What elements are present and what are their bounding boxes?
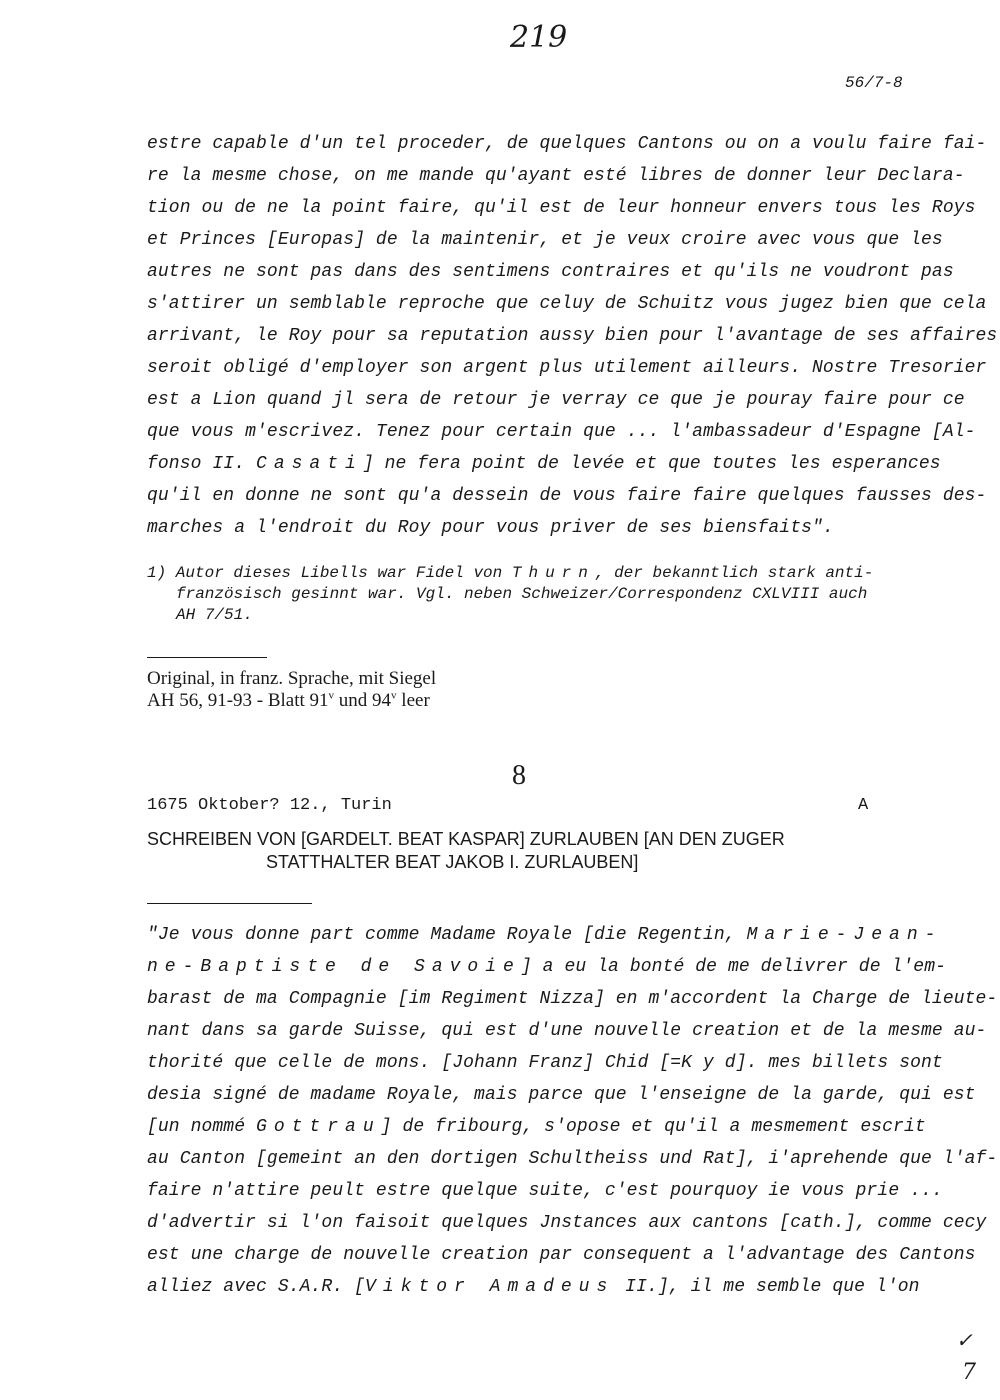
text-line: [147, 454, 941, 474]
text-fragment: "Je vous donne part comme Madame Royale [die Regentin,: [147, 925, 747, 945]
document-date-place: 1675 Oktober? 12., Turin: [147, 796, 392, 815]
title-divider: [147, 903, 312, 904]
text-fragment: ] a eu la bonté de me delivrer de l'em-: [520, 957, 947, 977]
handwritten-page-number: 219: [510, 20, 568, 55]
text-line: barast de ma Compagnie [im Regiment Nizza] en m'accordent la Charge de lieute-: [147, 989, 998, 1009]
text-line: desia signé de madame Royale, mais parce que l'enseigne de la garde, qui est: [147, 1085, 976, 1105]
text-line: estre capable d'un tel proceder, de quelques Cantons ou on a voulu faire fai-: [147, 134, 987, 154]
page-reference: 56/7-8: [845, 74, 903, 92]
text-fragment: fonso II.: [147, 454, 257, 474]
text-fragment: [un nommé: [147, 1117, 257, 1137]
text-line: est une charge de nouvelle creation par consequent a l'advantage des Cantons: [147, 1245, 976, 1265]
text-fragment: und 94: [334, 690, 392, 711]
text-fragment: ] ne fera point de levée et que toutes les esperances: [362, 454, 941, 474]
text-line: au Canton [gemeint an den dortigen Schultheiss und Rat], i'aprehende que l'af-: [147, 1149, 998, 1169]
text-line: [147, 925, 942, 945]
text-line: qu'il en donne ne sont qu'a dessein de vous faire faire quelques fausses des-: [147, 486, 987, 506]
document-title-line: STATTHALTER BEAT JAKOB I. ZURLAUBEN]: [266, 852, 639, 872]
document-title-line: SCHREIBEN VON [GARDELT. BEAT KASPAR] ZURLAUBEN [AN DEN ZUGER: [147, 829, 785, 849]
text-fragment: ] de fribourg, s'opose et qu'il a mesmement escrit: [380, 1117, 926, 1137]
footnote-line: [147, 564, 873, 582]
text-line: [147, 1117, 926, 1137]
spaced-name-thurn: Thurn: [511, 564, 595, 582]
document-letter-code: A: [858, 796, 869, 815]
text-line: marches a l'endroit du Roy pour vous priver de ses biensfaits".: [147, 518, 834, 538]
source-divider: [147, 657, 267, 658]
footnote-line: französisch gesinnt war. Vgl. neben Schweizer/Correspondenz CXLVIII auch: [176, 585, 868, 603]
text-line: re la mesme chose, on me mande qu'ayant esté libres de donner leur Declara-: [147, 166, 965, 186]
text-line: [147, 1277, 920, 1297]
superscript: v: [391, 689, 397, 702]
text-line: est a Lion quand jl sera de retour je verray ce que je pouray faire pour ce: [147, 390, 965, 410]
text-line: seroit obligé d'employer son argent plus utilement ailleurs. Nostre Tresorier: [147, 358, 987, 378]
document-number: 8: [512, 760, 526, 791]
text-line: arrivant, le Roy pour sa reputation aussy bien pour l'avantage de ses affaires: [147, 326, 998, 346]
superscript: v: [328, 689, 335, 702]
text-line: faire n'attire peult estre quelque suite, c'est pourquoy ie vous prie ...: [147, 1181, 943, 1201]
text-line: que vous m'escrivez. Tenez pour certain que ... l'ambassadeur d'Espagne [Al-: [147, 422, 976, 442]
spaced-name-marie-jeanne: Marie-Jean-: [746, 925, 943, 945]
text-fragment: II.], il me semble que l'on: [614, 1277, 920, 1297]
text-fragment: AH 56, 91-93 - Blatt 91: [147, 690, 329, 711]
text-line: [147, 957, 946, 977]
text-fragment: 1) Autor dieses Libells war Fidel von: [147, 564, 512, 582]
text-fragment: leer: [396, 690, 430, 711]
text-line: et Princes [Europas] de la maintenir, et je veux croire avec vous que les: [147, 230, 943, 250]
footnote-line: AH 7/51.: [176, 606, 253, 624]
spaced-name-baptiste-de-savoie: ne-Baptiste de Savoie: [147, 957, 521, 977]
text-line: d'advertir si l'on faisoit quelques Jnstances aux cantons [cath.], comme cecy: [147, 1213, 987, 1233]
spaced-name-viktor-amadeus: Viktor Amadeus: [365, 1277, 615, 1297]
source-note-line: Original, in franz. Sprache, mit Siegel: [147, 668, 437, 689]
margin-check-mark: ✓: [956, 1328, 973, 1352]
text-fragment: alliez avec S.A.R. [: [147, 1277, 366, 1297]
text-line: nant dans sa garde Suisse, qui est d'une nouvelle creation et de la mesme au-: [147, 1021, 987, 1041]
text-line: tion ou de ne la point faire, qu'il est de leur honneur envers tous les Roys: [147, 198, 976, 218]
text-fragment: , der bekanntlich stark anti-: [594, 564, 874, 582]
source-note-line: [147, 690, 430, 712]
text-line: thorité que celle de mons. [Johann Franz] Chid [=K y d]. mes billets sont: [147, 1053, 943, 1073]
text-line: autres ne sont pas dans des sentimens contraires et qu'ils ne voudront pas: [147, 262, 954, 282]
spaced-name-gottrau: Gottrau: [256, 1117, 381, 1137]
spaced-name-casati: Casati: [256, 454, 363, 474]
text-line: s'attirer un semblable reproche que celuy de Schuitz vous jugez bien que cela: [147, 294, 987, 314]
margin-number: 7: [962, 1360, 976, 1385]
